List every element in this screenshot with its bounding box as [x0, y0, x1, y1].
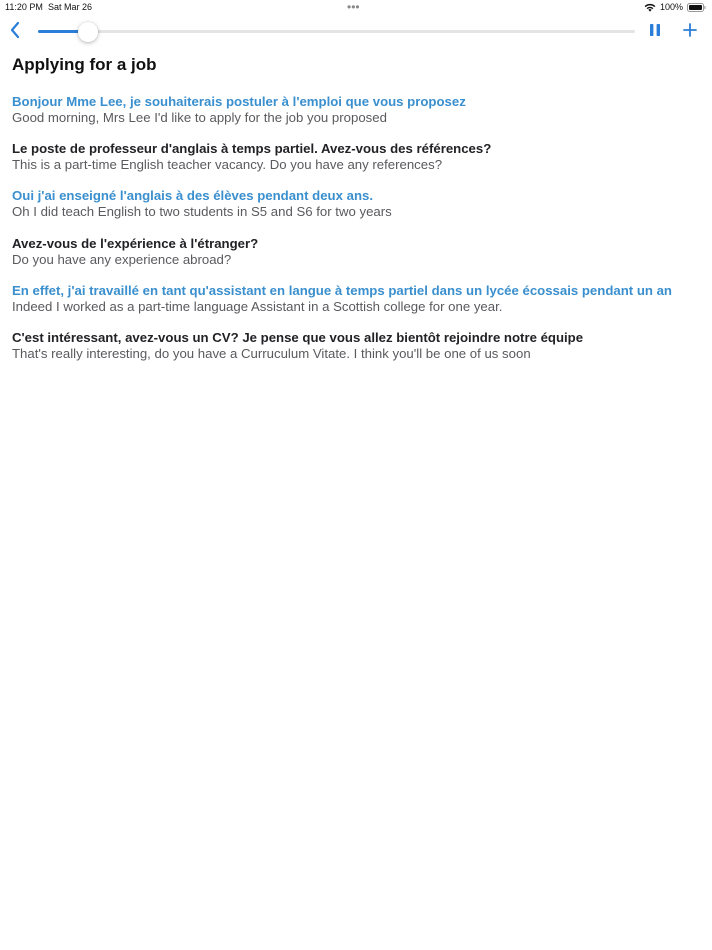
french-sentence: Avez-vous de l'expérience à l'étranger?: [12, 235, 259, 251]
player-toolbar: [0, 16, 712, 48]
battery-percent: 100%: [659, 2, 683, 12]
add-button[interactable]: [680, 22, 700, 42]
dialogue-line[interactable]: [12, 93, 702, 140]
english-translation: Oh I did teach English to two students in S5 and S6 for two years: [12, 204, 392, 220]
french-sentence: Le poste de professeur d'anglais à temps partiel. Avez-vous des références?: [12, 141, 492, 157]
status-bar: [0, 0, 712, 14]
dialogue-line[interactable]: [12, 329, 702, 376]
french-sentence: Bonjour Mme Lee, je souhaiterais postuler à l'emploi que vous proposez: [12, 94, 466, 109]
french-sentence: C'est intéressant, avez-vous un CV? Je pense que vous allez bientôt rejoindre notre équipe: [12, 329, 584, 345]
wifi-icon: [644, 3, 656, 12]
multitasking-dots-icon[interactable]: •••: [347, 0, 360, 14]
dialogue-line[interactable]: [12, 187, 702, 234]
english-translation: Good morning, Mrs Lee I'd like to apply for the job you proposed: [12, 110, 387, 125]
status-indicators: [644, 2, 706, 12]
slider-track: [38, 30, 635, 33]
status-time: 11:20 PM: [5, 2, 43, 12]
playback-slider[interactable]: [38, 30, 635, 34]
chevron-left-icon: [9, 21, 21, 44]
plus-icon: [683, 23, 697, 42]
pause-icon: [649, 23, 661, 42]
french-sentence: Oui j'ai enseigné l'anglais à des élèves pendant deux ans.: [12, 188, 374, 204]
status-date: Sat Mar 26: [48, 2, 93, 12]
dialogue-list: [12, 93, 702, 376]
dialogue-line[interactable]: [12, 140, 702, 187]
english-translation: Do you have any experience abroad?: [12, 251, 232, 267]
slider-thumb[interactable]: [78, 22, 98, 42]
dialogue-line[interactable]: [12, 235, 702, 282]
english-translation: That's really interesting, do you have a Curruculum Vitate. I think you'll be one of us soon: [12, 345, 531, 361]
page-title: Applying for a job: [12, 55, 157, 74]
pause-button[interactable]: [645, 22, 665, 42]
battery-icon: [687, 3, 706, 12]
french-sentence: En effet, j'ai travaillé en tant qu'assistant en langue à temps partiel dans un lycée écossais pendant un an: [12, 282, 672, 298]
back-button[interactable]: [4, 20, 26, 44]
english-translation: This is a part-time English teacher vacancy. Do you have any references?: [12, 157, 443, 173]
dialogue-line[interactable]: [12, 282, 702, 329]
english-translation: Indeed I worked as a part-time language Assistant in a Scottish college for one year.: [12, 298, 503, 314]
